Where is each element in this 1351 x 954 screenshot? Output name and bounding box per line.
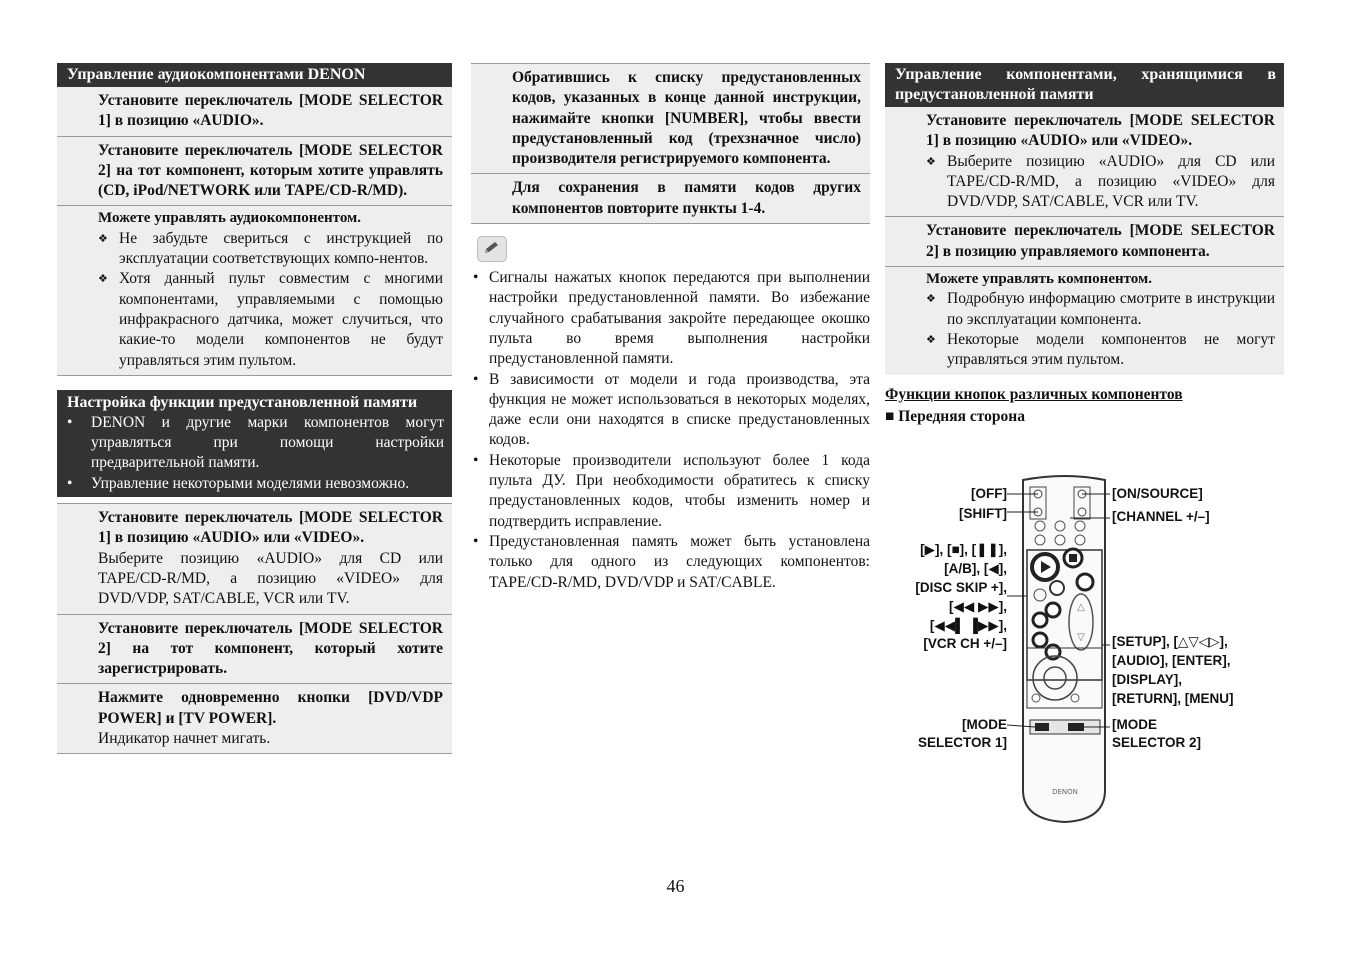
label-transport-1: [▶], [■], [❚❚], xyxy=(920,542,1007,557)
notes-list xyxy=(471,268,870,593)
step-2: Установите переключатель [MODE SELECTOR 2] в позицию управляемого компонента. xyxy=(885,217,1284,267)
label-transport-2: [A/B], [◀], xyxy=(944,561,1007,576)
label-setup-4: [RETURN], [MENU] xyxy=(1112,691,1234,706)
label-channel: [CHANNEL +/–] xyxy=(1112,509,1210,524)
step-6: Нажмите одновременно кнопки [DVD/VDP POWER] и [TV POWER]. Индикатор начнет мигать. xyxy=(57,684,452,754)
step-4: Установите переключатель [MODE SELECTOR 1] в позицию «AUDIO» или «VIDEO». Выберите позицию «AUDIO» для CD или TAPE/CD-R/MD, а позицию «VIDEO» для DVD/VDP, SAT/CABLE, VCR или TV. xyxy=(57,503,452,614)
svg-text:△: △ xyxy=(1077,602,1085,613)
front-side-heading: ■ Передняя сторона xyxy=(885,407,1025,425)
label-mode-selector-2b: SELECTOR 2] xyxy=(1112,735,1202,750)
list-item: ❖ Подробную информацию смотрите в инструкции по эксплуатации компонента. xyxy=(926,289,1275,330)
pencil-note-icon xyxy=(477,236,507,262)
functions-heading: Функции кнопок различных компонентов xyxy=(885,385,1183,403)
list-item: ❖ Некоторые модели компонентов не могут управляться этим пультом. xyxy=(926,330,1275,371)
section-header-preset-components: Управление компонентами, хранящимися в предустановленной памяти xyxy=(885,63,1284,107)
step-7: Обратившись к списку предустановленных кодов, указанных в конце данной инструкции, нажимайте кнопки [NUMBER], чтобы ввести предустановленный код (трехзначное число) производителя регистрируемого компонента. xyxy=(471,63,870,174)
box-title: Настройка функции предустановленной памяти xyxy=(67,393,418,411)
list-item: • Управление некоторыми моделями невозможно. xyxy=(67,474,444,494)
list-item: ❖ Не забудьте свериться с инструкцией по эксплуатации соответствующих компо-нентов. xyxy=(98,229,443,270)
label-setup-1: [SETUP], [△▽◁▷], xyxy=(1112,634,1228,649)
label-shift: [SHIFT] xyxy=(959,506,1007,521)
left-column xyxy=(57,63,452,754)
svg-text:▽: ▽ xyxy=(1077,632,1085,643)
step-2: Установите переключатель [MODE SELECTOR 2] на тот компонент, которым хотите управлять (CD, iPod/NETWORK или TAPE/CD-R/MD). xyxy=(57,137,452,207)
label-mode-selector-1b: SELECTOR 1] xyxy=(917,735,1007,750)
list-item: ❖ Выберите позицию «AUDIO» для CD или TAPE/CD-R/MD, а позицию «VIDEO» для DVD/VDP, SAT/CABLE, VCR или TV. xyxy=(926,152,1275,213)
middle-column xyxy=(471,63,870,593)
step-5: Установите переключатель [MODE SELECTOR 2] на тот компонент, который хотите зарегистрировать. xyxy=(57,615,452,685)
list-item: • Предустановленная память может быть установлена только для одного из следующих компонентов: TAPE/CD-R/MD, DVD/VDP и SAT/CABLE. xyxy=(471,532,870,593)
section-header-denon-audio: Управление аудиокомпонентами DENON xyxy=(57,63,452,87)
label-setup-2: [AUDIO], [ENTER], xyxy=(1112,653,1231,668)
label-transport-4: [◀◀ ▶▶], xyxy=(948,599,1007,614)
step-8: Для сохранения в памяти кодов других компонентов повторите пункты 1-4. xyxy=(471,174,870,224)
label-transport-3: [DISC SKIP +], xyxy=(915,580,1007,595)
list-item: • DENON и другие марки компонентов могут управляться при помощи настройки предварительной памяти. xyxy=(67,413,444,474)
preset-memory-box xyxy=(57,390,452,497)
step-3: Можете управлять аудиокомпонентом. ❖ Не забудьте свериться с инструкцией по эксплуатации соответствующих компо-нентов. ❖ Хотя данный пульт совместим с многими компонентами, управляемыми с помощью инфракрасного датчика, может случиться, что какие-то модели компонентов не будут управляться этим пультом. xyxy=(57,206,452,375)
list-item: • В зависимости от модели и года производства, эта функция не может использоваться в некоторых моделях, даже если они находятся в списке предустановленных кодов. xyxy=(471,370,870,451)
step-1: Установите переключатель [MODE SELECTOR 1] в позицию «AUDIO». xyxy=(57,87,452,137)
label-mode-selector-1a: [MODE xyxy=(962,717,1007,732)
step-1: Установите переключатель [MODE SELECTOR 1] в позицию «AUDIO» или «VIDEO». ❖ Выберите позицию «AUDIO» для CD или TAPE/CD-R/MD, а позицию «VIDEO» для DVD/VDP, SAT/CABLE, VCR или TV. xyxy=(885,107,1284,217)
step-3: Можете управлять компонентом. ❖ Подробную информацию смотрите в инструкции по эксплуатации компонента. ❖ Некоторые модели компонентов не могут управляться этим пультом. xyxy=(885,267,1284,374)
remote-diagram xyxy=(905,470,1265,830)
label-setup-3: [DISPLAY], xyxy=(1112,672,1183,687)
right-column xyxy=(885,63,1284,426)
page-number: 46 xyxy=(666,876,685,896)
label-transport-5: [◀◀▌ ▐▶▶], xyxy=(929,618,1007,633)
remote-brand: DENON xyxy=(1052,788,1078,796)
list-item: • Некоторые производители используют более 1 кода пульта ДУ. При необходимости обратитесь к списку предустановленных кодов, чтобы изменить номер и подтвердить исправление. xyxy=(471,451,870,532)
label-on-source: [ON/SOURCE] xyxy=(1112,486,1203,501)
label-mode-selector-2a: [MODE xyxy=(1112,717,1157,732)
label-transport-6: [VCR CH +/–] xyxy=(923,636,1007,651)
list-item: • Сигналы нажатых кнопок передаются при выполнении настройки предустановленной памяти. Во избежание случайного срабатывания закройте передающее окошко пульта во время выполнения настройки предустановленной памяти. xyxy=(471,268,870,369)
list-item: ❖ Хотя данный пульт совместим с многими компонентами, управляемыми с помощью инфракрасного датчика, может случиться, что какие-то модели компонентов не будут управляться этим пультом. xyxy=(98,269,443,370)
label-off: [OFF] xyxy=(971,486,1007,501)
